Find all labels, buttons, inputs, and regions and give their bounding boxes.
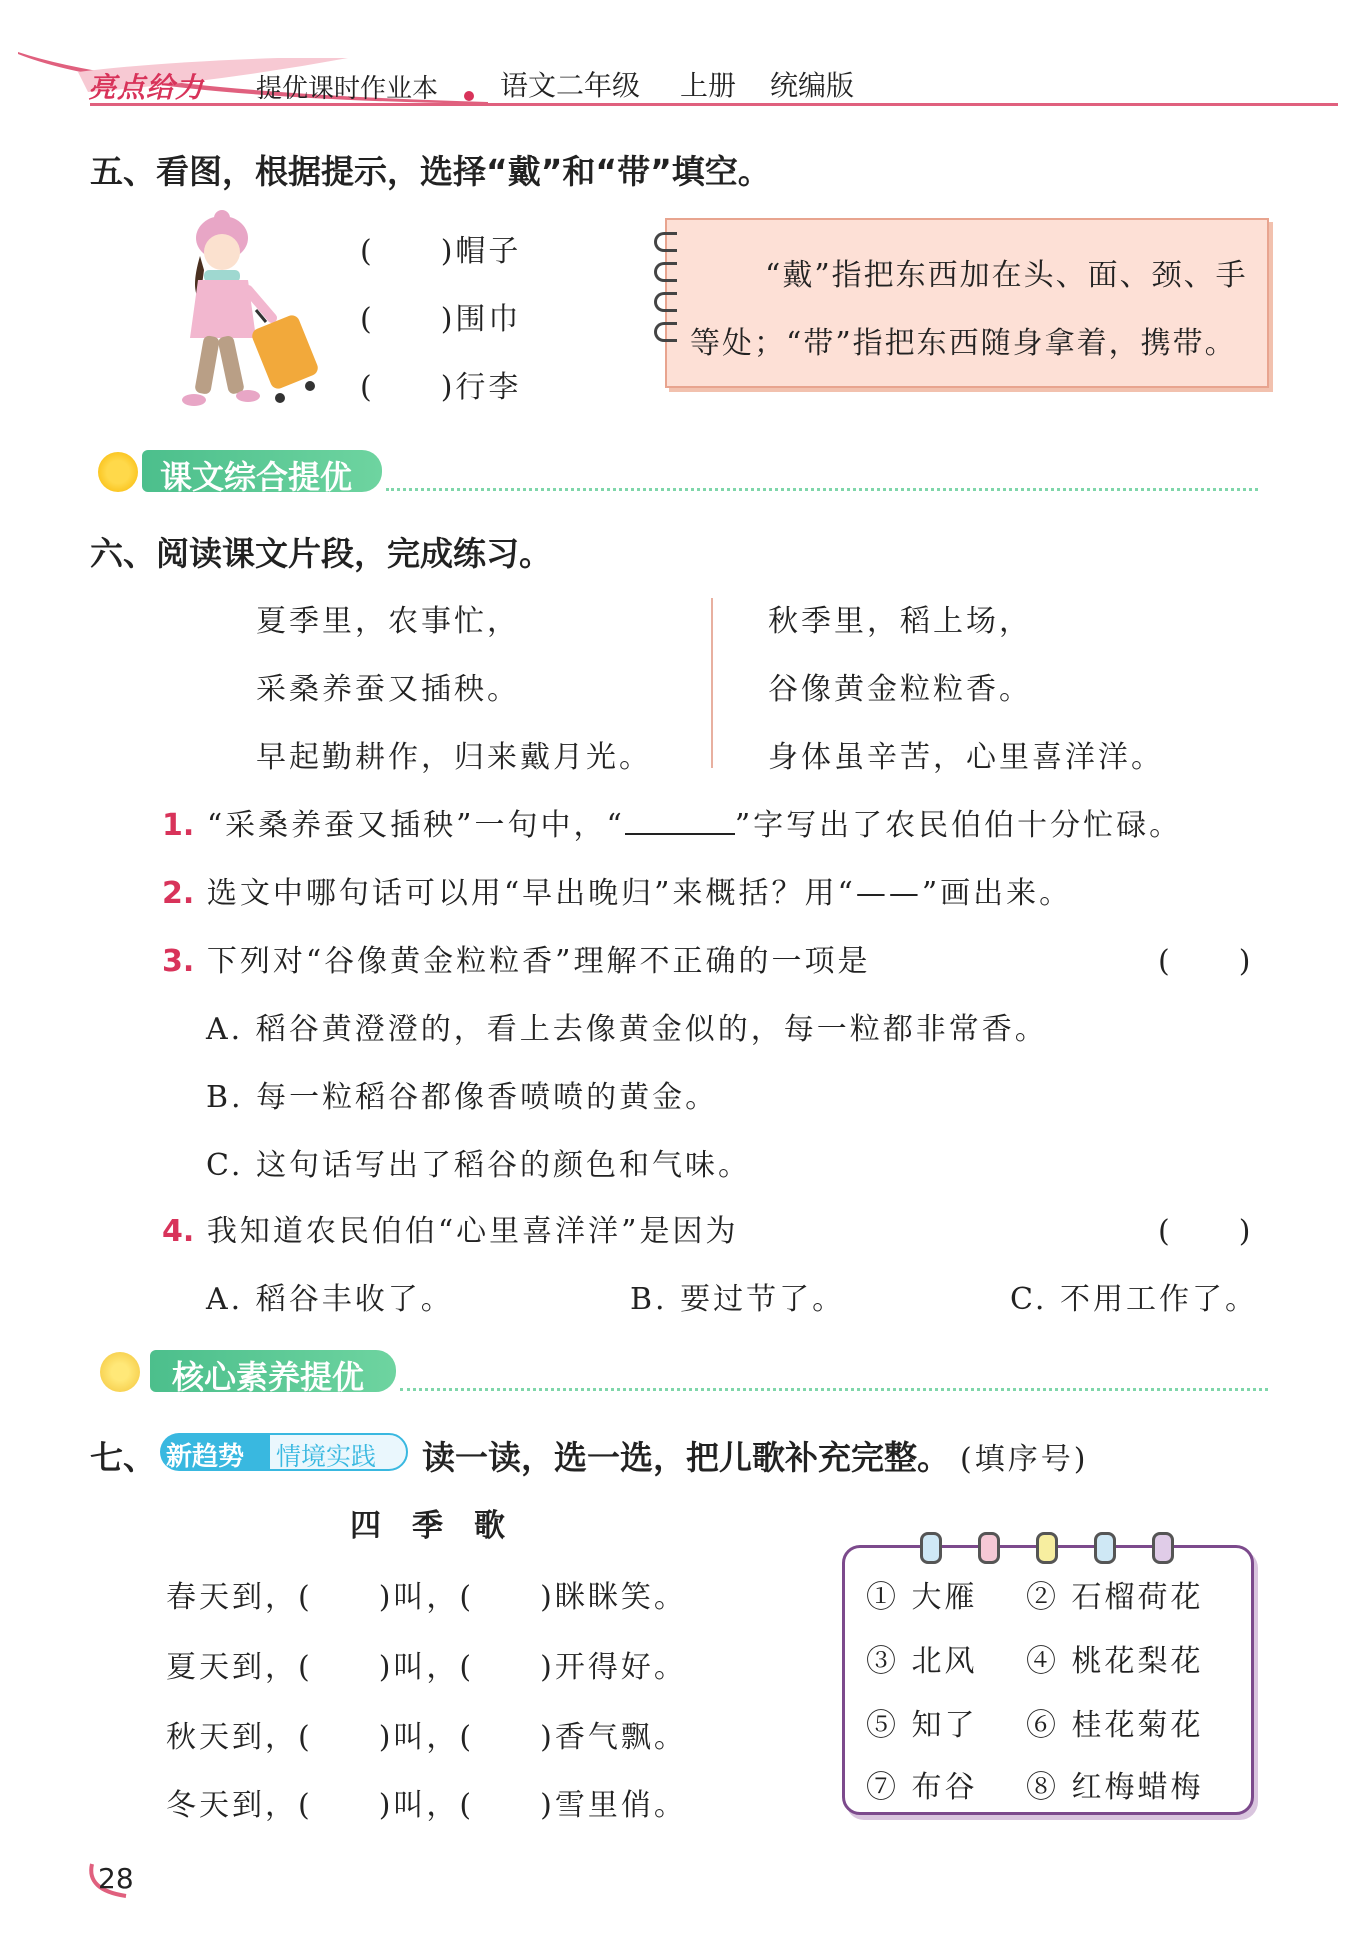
poem-right-line-3: 身体虽辛苦，心里喜洋洋。 <box>768 740 1164 775</box>
question-number: 3. <box>162 944 195 979</box>
header-dot <box>464 91 474 101</box>
poem-right-line-2: 谷像黄金粒粒香。 <box>768 672 1032 707</box>
hint-line-2: 等处；“带”指把东西随身拿着，携带。 <box>690 326 1237 361</box>
section-divider <box>386 488 1258 491</box>
q6-4-option-b: B. 要过节了。 <box>630 1282 846 1317</box>
clip-icon <box>1036 1532 1058 1564</box>
option-1: ① 大雁 <box>866 1580 978 1615</box>
subject-label: 语文二年级 <box>500 69 641 102</box>
option-5: ⑤ 知了 <box>866 1708 978 1743</box>
q6-question-4 <box>162 1206 739 1250</box>
q6-question-1 <box>162 800 1182 844</box>
question-number: 1. <box>162 808 195 843</box>
poem-left-line-3: 早起勤耕作，归来戴月光。 <box>256 740 652 775</box>
hint-card <box>665 218 1269 388</box>
option-4: ④ 桃花梨花 <box>1026 1644 1204 1679</box>
q6-3-text: 下列对“谷像黄金粒粒香”理解不正确的一项是 <box>206 944 871 979</box>
option-8: ⑧ 红梅蜡梅 <box>1026 1770 1204 1805</box>
section-divider <box>400 1388 1268 1391</box>
option-6: ⑥ 桂花菊花 <box>1026 1708 1204 1743</box>
q6-4-answer-paren[interactable]: ( ) <box>1158 1214 1254 1249</box>
poem-title: 四 季 歌 <box>350 1508 505 1544</box>
q6-1-text-b: ”字写出了农民伯伯十分忙碌。 <box>734 808 1183 843</box>
q6-question-2 <box>162 868 1072 912</box>
clip-icon <box>1094 1532 1116 1564</box>
option-3: ③ 北风 <box>866 1644 978 1679</box>
q6-title: 六、阅读课文片段，完成练习。 <box>90 534 552 573</box>
q5-item-luggage: ( )行李 <box>360 370 522 405</box>
poem-left-line-2: 采桑养蚕又插秧。 <box>256 672 520 707</box>
notebook-ring <box>654 232 677 252</box>
q7-number: 七、 <box>90 1438 156 1477</box>
book-title: 提优课时作业本 <box>256 74 439 104</box>
song-line-summer: 夏天到，( )叫，( )开得好。 <box>166 1650 687 1685</box>
q6-3-answer-paren[interactable]: ( ) <box>1158 944 1254 979</box>
answer-blank[interactable] <box>625 807 735 835</box>
q6-3-option-b: B. 每一粒稻谷都像香喷喷的黄金。 <box>206 1080 719 1115</box>
clip-icon <box>920 1532 942 1564</box>
poem-left-line-1: 夏季里，农事忙， <box>256 604 520 639</box>
edition-label: 统编版 <box>770 69 855 102</box>
girl-with-luggage-illustration <box>160 210 330 410</box>
q6-1-text-a: “采桑养蚕又插秧”一句中，“ <box>206 808 625 843</box>
q6-2-text: 选文中哪句话可以用“早出晚归”来概括？用“——”画出来。 <box>206 876 1073 911</box>
question-number: 2. <box>162 876 195 911</box>
q7-title-note: (填序号) <box>960 1442 1089 1477</box>
song-line-spring: 春天到，( )叫，( )眯眯笑。 <box>166 1580 687 1615</box>
q6-question-3 <box>162 936 871 980</box>
q6-3-option-a: A. 稻谷黄澄澄的，看上去像黄金似的，每一粒都非常香。 <box>206 1012 1048 1047</box>
notebook-ring <box>654 322 677 342</box>
q5-title: 五、看图，根据提示，选择“戴”和“带”填空。 <box>90 152 771 191</box>
q5-item-scarf: ( )围巾 <box>360 302 522 337</box>
q6-4-text: 我知道农民伯伯“心里喜洋洋”是因为 <box>206 1214 739 1249</box>
tag-new-trend: 新趋势 <box>166 1442 245 1472</box>
sprout-sun-icon <box>100 1352 140 1392</box>
brand-logo-text: 亮点给力 <box>88 71 205 104</box>
clip-icon <box>978 1532 1000 1564</box>
poem-divider <box>711 598 713 768</box>
q6-4-option-a: A. 稻谷丰收了。 <box>206 1282 454 1317</box>
song-line-autumn: 秋天到，( )叫，( )香气飘。 <box>166 1720 687 1755</box>
q7-title: 读一读，选一选，把儿歌补充完整。 <box>422 1438 950 1477</box>
song-line-winter: 冬天到，( )叫，( )雪里俏。 <box>166 1788 687 1823</box>
notebook-ring <box>654 292 677 312</box>
poem-right-line-1: 秋季里，稻上场， <box>768 604 1032 639</box>
notebook-ring <box>654 262 677 282</box>
clip-icon <box>1152 1532 1174 1564</box>
section-title-text-comprehensive: 课文综合提优 <box>160 458 353 496</box>
tag-context-practice: 情境实践 <box>276 1442 377 1471</box>
page-number: 28 <box>98 1862 134 1895</box>
q5-item-hat: ( )帽子 <box>360 234 522 269</box>
hint-line-1: “戴”指把东西加在头、面、颈、手 <box>765 258 1248 293</box>
q6-3-option-c: C. 这句话写出了稻谷的颜色和气味。 <box>206 1148 751 1183</box>
option-2: ② 石榴荷花 <box>1026 1580 1204 1615</box>
volume-label: 上册 <box>680 69 737 102</box>
trophy-icon <box>98 452 138 492</box>
question-number: 4. <box>162 1214 195 1249</box>
section-title-text-core: 核心素养提优 <box>172 1358 365 1396</box>
q6-4-option-c: C. 不用工作了。 <box>1010 1282 1258 1317</box>
option-7: ⑦ 布谷 <box>866 1770 978 1805</box>
